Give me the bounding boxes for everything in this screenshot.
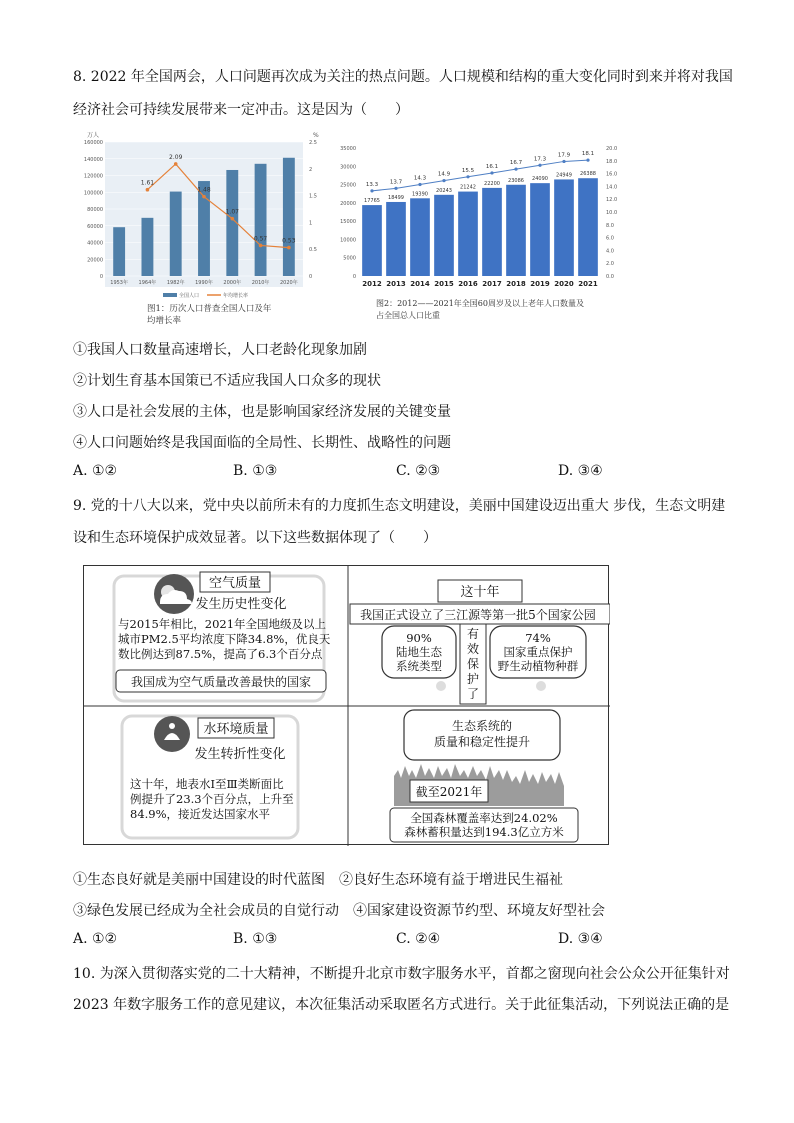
chart1-ytick-right: 1.5 (309, 193, 317, 200)
chart1-ytick-left: 40000 (87, 240, 103, 247)
decade-banner: 我国正式设立了三江源等第一批5个国家公园 (360, 608, 596, 622)
chart2-bar-label: 23086 (508, 177, 524, 184)
chart1-growth-label: 0.53 (282, 237, 296, 245)
forest-volume: 森林蓄积量达到194.3亿立方米 (404, 825, 564, 839)
chart1-ytick-right: 0 (309, 274, 313, 280)
chart2-xtick: 2015 (434, 280, 454, 288)
chart2-ratio-label: 16.7 (509, 160, 523, 167)
chart2-ytick-right: 12.0 (606, 197, 618, 204)
chart2-bar-label: 21242 (460, 184, 476, 191)
chart1-growth-point (146, 188, 150, 192)
air-quality-title: 空气质量 (208, 576, 262, 591)
national-parks-panel (350, 580, 610, 704)
chart2-ytick-left: 35000 (340, 146, 356, 152)
chart2-bar (362, 205, 382, 276)
chart1-caption-line1: 图1：历次人口普查全国人口及年 (147, 304, 272, 314)
chart2-bar-label: 17765 (364, 198, 380, 205)
sun-cloud-icon (154, 574, 194, 614)
chart2-bar-label: 18499 (388, 194, 404, 201)
chart2-bar (434, 195, 454, 276)
chart1-ytick-right: 1 (309, 220, 313, 227)
check-icon (536, 681, 546, 691)
elderly-population-chart (338, 140, 628, 326)
q8-statement-4: ④人口问题始终是我国面临的全局性、长期性、战略性的问题 (73, 435, 451, 451)
q8-stem-line1: 8. 2022 年全国两会，人口问题再次成为关注的热点问题。人口规模和结构的重大变化同时到来并将对我国 (73, 69, 733, 85)
q8-stem-line2: 经济社会可持续发展带来一定冲击。这是因为（ ） (73, 102, 409, 118)
q9-stem-line1: 9. 党的十八大以来，党中央以前所未有的力度抓生态文明建设，美丽中国建设迈出重大 步伐，生态文明建 (73, 498, 726, 514)
decade-middle-3: 保 (466, 657, 480, 671)
chart2-ytick-right: 2.0 (606, 261, 614, 268)
q8-option-c[interactable]: C. ②③ (396, 463, 441, 479)
chart2-xtick: 2013 (386, 280, 406, 288)
chart1-bar (170, 192, 182, 276)
forest-title-line2: 质量和稳定性提升 (433, 735, 531, 749)
chart2-xtick: 2014 (410, 280, 430, 288)
chart2-bar-label: 24090 (532, 176, 548, 183)
chart2-ratio-point (466, 175, 469, 178)
chart2-bar-label: 24949 (556, 172, 572, 179)
chart1-growth-point (174, 162, 178, 166)
chart2-ytick-right: 16.0 (606, 171, 618, 178)
chart1-legend-bar-label: 全国人口 (179, 293, 200, 299)
chart1-bar (113, 227, 125, 276)
chart1-ytick-left: 80000 (87, 207, 103, 213)
chart1-growth-label: 1.48 (197, 186, 211, 194)
chart2-ratio-point (514, 168, 517, 171)
chart2-ratio-label: 18.1 (581, 151, 595, 158)
chart1-ytick-left: 120000 (83, 173, 103, 180)
chart1-bar (255, 164, 267, 276)
q8-option-a[interactable]: A. ①② (73, 463, 118, 479)
chart2-ytick-right: 6.0 (606, 235, 614, 242)
decade-middle-2: 效 (466, 642, 480, 656)
chart1-bar (141, 218, 153, 276)
chart1-ytick-left: 100000 (83, 190, 103, 197)
forest-title-line1: 生态系统的 (451, 719, 513, 733)
q8-statement-3: ③人口是社会发展的主体，也是影响国家经济发展的关键变量 (73, 404, 451, 420)
chart1-ytick-left: 20000 (87, 257, 103, 264)
chart2-bar-label: 22200 (484, 180, 500, 187)
q9-option-c[interactable]: C. ②④ (396, 931, 441, 947)
q9-option-d[interactable]: D. ③④ (558, 931, 603, 947)
chart2-bar (530, 183, 550, 276)
chart1-growth-label: 2.09 (169, 153, 183, 161)
air-quality-line1: 与2015年相比，2021年全国地级及以上 (118, 617, 327, 631)
chart2-ytick-right: 4.0 (606, 248, 614, 255)
chart1-right-unit: % (313, 132, 319, 139)
chart1-ytick-left: 0 (99, 274, 103, 280)
chart2-xtick: 2019 (530, 280, 550, 288)
chart1-ytick-right: 2.5 (309, 140, 317, 146)
air-quality-panel (114, 572, 331, 701)
chart2-ratio-point (586, 159, 589, 162)
chart2-ytick-right: 10.0 (606, 210, 618, 216)
chart2-xtick: 2012 (362, 280, 382, 288)
q10-stem-line2: 2023 年数字服务工作的意见建议，本次征集活动采取匿名方式进行。关于此征集活动，下列说法正确的是 (73, 997, 730, 1013)
water-drop-icon (154, 716, 190, 752)
chart2-ytick-left: 0 (352, 274, 356, 280)
chart1-growth-label: 1.07 (225, 208, 239, 216)
chart1-growth-point (230, 217, 234, 221)
chart2-caption-line2: 占全国总人口比重 (376, 311, 440, 320)
chart2-bar (482, 188, 502, 276)
chart2-bar-label: 19390 (412, 191, 428, 198)
air-quality-highlight: 我国成为空气质量改善最快的国家 (130, 675, 312, 689)
q9-statements-line1: ①生态良好就是美丽中国建设的时代蓝图 ②良好生态环境有益于增进民生福祉 (73, 872, 563, 888)
chart2-ratio-point (418, 183, 421, 186)
q9-option-b[interactable]: B. ①③ (233, 931, 278, 947)
chart1-caption-line2: 均增长率 (147, 316, 182, 326)
water-quality-title: 水环境质量 (203, 722, 269, 737)
ecology-infographic (83, 565, 609, 845)
chart2-ratio-label: 17.3 (533, 156, 547, 163)
chart2-ytick-left: 10000 (340, 237, 356, 244)
chart2-ratio-label: 17.9 (557, 152, 571, 159)
chart2-ratio-point (538, 164, 541, 167)
chart1-xtick: 2020年 (279, 280, 298, 286)
chart1-legend-line-label: 年均增长率 (223, 293, 249, 299)
chart2-bar (554, 179, 574, 276)
q8-option-d[interactable]: D. ③④ (558, 463, 603, 479)
check-icon (436, 681, 446, 691)
chart2-ytick-right: 14.0 (606, 184, 618, 191)
water-quality-panel (122, 716, 298, 838)
chart1-left-unit: 万人 (87, 132, 100, 139)
forest-panel (390, 710, 578, 842)
chart2-ratio-label: 13.3 (365, 181, 379, 188)
chart2-bar (578, 178, 598, 276)
decade-left-line2: 陆地生态 (396, 645, 442, 659)
chart1-ytick-left: 60000 (87, 223, 103, 230)
chart1-ytick-left: 160000 (83, 140, 103, 146)
chart1-ytick-left: 140000 (83, 156, 103, 163)
chart2-ratio-point (490, 171, 493, 174)
decade-middle-4: 护 (466, 672, 480, 686)
chart2-xtick: 2020 (554, 280, 574, 288)
chart2-bar-label: 26388 (580, 171, 596, 178)
chart2-ratio-label: 13.7 (389, 179, 403, 186)
chart2-bar (386, 202, 406, 276)
decade-left-line3: 系统类型 (396, 659, 442, 673)
chart2-xtick: 2017 (482, 280, 502, 288)
decade-middle-1: 有 (466, 627, 480, 641)
q10-stem-line1: 10. 为深入贯彻落实党的二十大精神，不断提升北京市数字服务水平，首都之窗现向社会公众公开征集针对 (73, 966, 730, 982)
chart2-ytick-right: 20.0 (606, 146, 618, 152)
forest-year-label: 截至2021年 (415, 785, 483, 799)
chart1-bar (283, 158, 295, 276)
chart1-xtick: 1964年 (138, 280, 157, 286)
q9-stem-line2: 设和生态环境保护成效显著。以下这些数据体现了（ ） (73, 530, 437, 546)
air-quality-line2: 城市PM2.5平均浓度下降34.8%，优良天 (118, 632, 331, 646)
q9-option-a[interactable]: A. ①② (73, 931, 118, 947)
chart1-growth-label: 0.57 (253, 235, 268, 243)
chart2-ratio-point (394, 187, 397, 190)
chart2-ratio-label: 15.5 (461, 167, 475, 174)
air-quality-line3: 数比例达到87.5%，提高了6.3个百分点 (118, 647, 323, 661)
chart1-xtick: 1990年 (195, 280, 213, 286)
chart2-ytick-left: 30000 (340, 164, 356, 171)
decade-right-percent: 74% (525, 631, 551, 645)
chart2-bar (458, 192, 478, 276)
chart2-ratio-label: 14.9 (437, 171, 451, 178)
population-census-chart (75, 128, 335, 328)
chart2-ytick-left: 15000 (340, 219, 356, 226)
water-quality-line3: 84.9%，接近发达国家水平 (130, 807, 271, 821)
chart1-xtick: 2000年 (223, 280, 242, 286)
chart2-bar (506, 185, 526, 276)
chart2-ratio-point (442, 179, 445, 182)
water-quality-line2: 例提升了23.3个百分点，上升至 (130, 792, 294, 806)
chart2-ratio-point (370, 189, 373, 192)
decade-right-line2: 国家重点保护 (503, 645, 573, 659)
chart1-xtick: 2010年 (251, 280, 270, 286)
water-quality-subtitle: 发生转折性变化 (194, 747, 286, 762)
q8-statement-1: ①我国人口数量高速增长，人口老龄化现象加剧 (73, 342, 367, 358)
chart1-legend-bar-swatch (163, 293, 177, 297)
chart1-growth-point (202, 195, 206, 199)
chart2-ytick-right: 8.0 (606, 222, 614, 229)
chart1-growth-point (259, 244, 263, 248)
q8-option-b[interactable]: B. ①③ (233, 463, 278, 479)
air-quality-subtitle: 发生历史性变化 (195, 597, 287, 612)
q8-statement-2: ②计划生育基本国策已不适应我国人口众多的现状 (73, 373, 381, 389)
chart2-ytick-left: 25000 (340, 182, 356, 189)
chart2-ytick-right: 18.0 (606, 158, 618, 165)
chart2-ytick-right: 0.0 (606, 274, 614, 280)
chart2-bar-label: 20243 (436, 187, 452, 194)
decade-left-percent: 90% (406, 631, 432, 645)
chart1-ytick-right: 2 (309, 166, 313, 173)
forest-coverage: 全国森林覆盖率达到24.02% (410, 811, 558, 825)
decade-middle-5: 了 (466, 687, 480, 701)
chart2-bar (410, 198, 430, 276)
chart2-ytick-left: 20000 (340, 200, 356, 207)
chart1-xtick: 1953年 (110, 280, 129, 286)
chart2-ratio-point (562, 160, 565, 163)
chart2-ratio-label: 16.1 (485, 163, 499, 170)
q9-statements-line2: ③绿色发展已经成为全社会成员的自觉行动 ④国家建设资源节约型、环境友好型社会 (73, 903, 605, 919)
decade-right-line3: 野生动植物种群 (497, 659, 579, 673)
decade-title: 这十年 (460, 585, 500, 600)
chart1-growth-point (287, 246, 291, 250)
chart2-caption-line1: 图2：2012——2021年全国60周岁及以上老年人口数量及 (376, 299, 584, 308)
chart2-ratio-label: 14.3 (413, 175, 427, 182)
chart1-ytick-right: 0.5 (309, 247, 317, 254)
chart2-xtick: 2021 (578, 280, 598, 288)
water-quality-line1: 这十年，地表水Ⅰ至Ⅲ类断面比 (130, 777, 284, 791)
chart2-xtick: 2016 (458, 280, 478, 288)
chart1-xtick: 1982年 (166, 280, 185, 286)
chart2-ytick-left: 5000 (343, 255, 356, 262)
chart2-xtick: 2018 (506, 280, 526, 288)
chart1-growth-label: 1.61 (140, 179, 155, 187)
